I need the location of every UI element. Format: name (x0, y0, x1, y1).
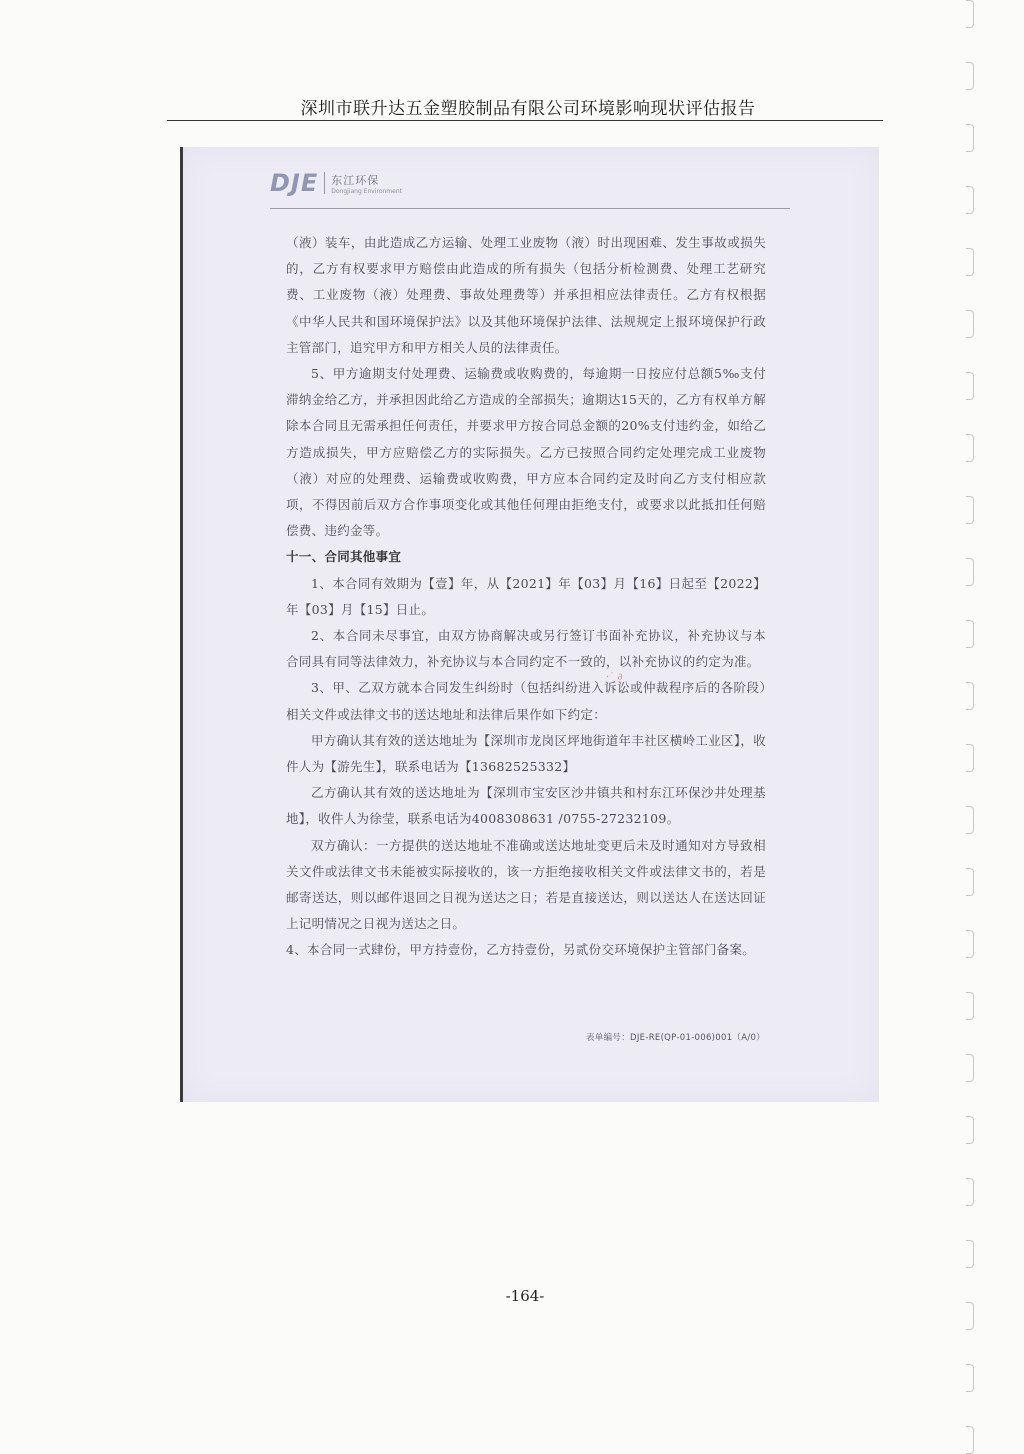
binding-slot (966, 124, 974, 152)
paragraph-dispute: 3、甲、乙双方就本合同发生纠纷时（包括纠纷进入诉讼或仲裁程序后的各阶段）相关文件或法律文书的送达地址和法律后果作如下约定： (286, 680, 766, 722)
binding-slot (966, 1116, 974, 1144)
binding-slot (966, 372, 974, 400)
paragraph-copies: 4、本合同一式肆份，甲方持壹份，乙方持壹份，另贰份交环境保护主管部门备案。 (286, 942, 756, 958)
paragraph-liability: （液）装车，由此造成乙方运输、处理工业废物（液）时出现困难、发生事故或损失的，乙方有权要求甲方赔偿由此造成的所有损失（包括分析检测费、处理工艺研究费、工业废物（液）处理费、事故处理费等）并承担相应法律责任。乙方有权根据《中华人民共和国环境保护法》以及其他环境保护法律、法规规定上报环境保护行政主管部门，追究甲方和甲方相关人员的法律责任。 (286, 235, 766, 355)
binding-slot (966, 930, 974, 958)
paragraph-party-b-address: 乙方确认其有效的送达地址为【深圳市宝安区沙井镇共和村东江环保沙井处理基地】，收件人为徐莹，联系电话为4008308631 /0755-27232109。 (286, 785, 766, 827)
paragraph-party-a-address: 甲方确认其有效的送达地址为【深圳市龙岗区坪地街道年丰社区横岭工业区】，收件人为【游先生】，联系电话为【13682525332】 (286, 732, 766, 775)
binding-slot (966, 620, 974, 648)
binding-slot (966, 186, 974, 214)
binding-slot (966, 1054, 974, 1082)
binding-holes (966, 0, 986, 1430)
paragraph-late-payment: 5、甲方逾期支付处理费、运输费或收购费的，每逾期一日按应付总额5‰支付滞纳金给乙方，并承担因此给乙方造成的全部损失；逾期达15天的，乙方有权单方解除本合同且无需承担任何责任，并要求甲方按合同总金额的20%支付违约金，如给乙方造成损失，甲方应赔偿乙方的实际损失。乙方已按照合同约定处理完成工业废物（液）对应的处理费、运输费或收购费，甲方应本合同约定及时向乙方支付相应款项，不得因前后双方合作事项变化或其他任何理由拒绝支付，或要求以此抵扣任何赔偿费、违约金等。 (286, 366, 766, 539)
binding-slot (966, 310, 974, 338)
logo-text (331, 172, 402, 195)
stamp-marks: ·ˊ ∂ (606, 672, 623, 683)
scanned-page-edge (180, 147, 183, 1102)
section-heading: 十一、合同其他事宜 (286, 549, 402, 565)
binding-slot (966, 682, 974, 710)
page-number: -164- (505, 1287, 545, 1305)
paragraph-confirmation: 双方确认：一方提供的送达地址不准确或送达地址变更后未及时通知对方导致相关文件或法律文书未能被实际接收的，该一方拒绝接收相关文件或法律文书的，若是邮寄送达，则以邮件退回之日视为送达之日；若是直接送达，则以送达人在送达回证上记明情况之日视为送达之日。 (286, 837, 766, 932)
scan-header-rule (270, 208, 790, 209)
binding-slot (966, 806, 974, 834)
binding-slot (966, 1178, 974, 1206)
binding-slot (966, 558, 974, 586)
paragraph-term: 1、本合同有效期为【壹】年，从【2021】年【03】月【16】日起至【2022】年【03】月【15】日止。 (286, 575, 766, 617)
logo-subtitle: Dongjiang Environment (331, 187, 402, 195)
binding-slot (966, 868, 974, 896)
binding-slot (966, 434, 974, 462)
binding-slot (966, 496, 974, 524)
binding-slot (966, 62, 974, 90)
binding-slot (966, 0, 974, 28)
binding-slot (966, 992, 974, 1020)
logo-mark: DJE (270, 169, 319, 197)
page-header-title: 深圳市联升达五金塑胶制品有限公司环境影响现状评估报告 (300, 99, 756, 119)
logo-name: 东江环保 (331, 173, 380, 187)
form-code: 表单编号：DJE-RE(QP-01-006)001（A/0） (586, 1033, 766, 1043)
company-logo (270, 168, 402, 198)
binding-slot (966, 1426, 974, 1454)
paragraph-supplement: 2、本合同未尽事宜，由双方协商解决或另行签订书面补充协议，补充协议与本合同具有同等法律效力，补充协议与本合同约定不一致的，以补充协议的约定为准。 (286, 628, 766, 670)
binding-slot (966, 1364, 974, 1392)
header-rule (167, 120, 883, 121)
binding-slot (966, 248, 974, 276)
logo-separator (324, 172, 325, 194)
binding-slot (966, 1302, 974, 1330)
binding-slot (966, 1240, 974, 1268)
binding-slot (966, 744, 974, 772)
contract-body (286, 230, 766, 964)
